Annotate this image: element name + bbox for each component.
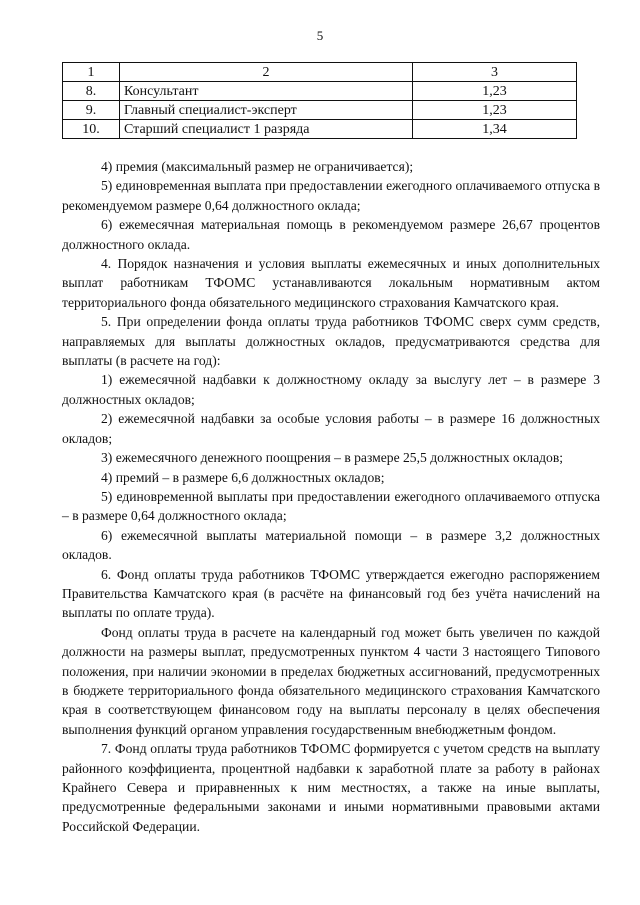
coefficient-cell: 1,23 <box>413 82 577 101</box>
position-title-cell: Консультант <box>120 82 413 101</box>
page-number: 5 <box>316 28 324 43</box>
paragraph-seniority-allowance: 1) ежемесячной надбавки к должностному окладу за выслугу лет – в размере 3 должностных окладов; <box>62 372 600 407</box>
paragraph-material-aid: 6) ежемесячная материальная помощь в рекомендуемом размере 26,67 процентов должностного оклада. <box>62 217 600 252</box>
document-body <box>62 157 600 836</box>
paragraph-material-aid-payment: 6) ежемесячной выплаты материальной помощи – в размере 3,2 должностных окладов. <box>62 527 600 563</box>
positions-table <box>62 62 577 139</box>
table-row <box>63 101 577 120</box>
paragraph-clause-6: 6. Фонд оплаты труда работников ТФОМС утверждается ежегодно распоряжением Правительства Камчатского края (в расчёте на финансовый год без учёта начислений на выплаты по оплате труда). <box>62 566 600 621</box>
position-title-cell: Старший специалист 1 разряда <box>120 120 413 139</box>
paragraph-vacation-payment: 5) единовременная выплата при предоставлении ежегодного оплачиваемого отпуска в рекомендуемом размере 0,64 должностного оклада; <box>62 178 600 213</box>
position-title-cell: Главный специалист-эксперт <box>120 101 413 120</box>
paragraph-vacation-lump-sum: 5) единовременной выплаты при предоставлении ежегодного оплачиваемого отпуска – в размере 0,64 должностного оклада; <box>62 488 600 524</box>
row-number-cell: 8. <box>63 82 120 101</box>
header-cell-2: 2 <box>120 63 413 82</box>
paragraph-bonus: 4) премия (максимальный размер не ограничивается); <box>101 159 414 174</box>
paragraph-premiums: 4) премий – в размере 6,6 должностных окладов; <box>101 469 385 485</box>
paragraph-monetary-incentive: 3) ежемесячного денежного поощрения – в размере 25,5 должностных окладов; <box>101 450 564 466</box>
coefficient-cell: 1,34 <box>413 120 577 139</box>
paragraph-clause-7: 7. Фонд оплаты труда работников ТФОМС формируется с учетом средств на выплату районного коэффициента, процентной надбавки к заработной плате за работу в районах Крайнего Севера и приравненных к ним местностях, а также на иные выплаты, предусмотренные федеральными законами и иными нормативными правовыми актами Российской Федерации. <box>62 741 600 834</box>
paragraph-clause-4: 4. Порядок назначения и условия выплаты ежемесячных и иных дополнительных выплат работникам ТФОМС устанавливаются локальным нормативным актом территориального фонда обязательного медицинского страхования Камчатского края. <box>62 256 600 310</box>
paragraph-clause-5: 5. При определении фонда оплаты труда работников ТФОМС сверх сумм средств, направляемых для выплаты должностных окладов, предусматриваются средства для выплаты (в расчете на год): <box>62 314 600 369</box>
paragraph-fund-increase: Фонд оплаты труда в расчете на календарный год может быть увеличен по каждой должности на размеры выплат, предусмотренных пунктом 4 части 3 настоящего Типового положения, при наличии экономии в пределах бюджетных ассигнований, предусмотренных в бюджете территориального фонда обязательного медицинского страхования Камчатского края в соответствующем финансовом году на выплаты персоналу в целях обеспечения выполнения функций органом управления государственным внебюджетным фондом. <box>62 624 600 737</box>
coefficient-cell: 1,23 <box>413 101 577 120</box>
row-number-cell: 10. <box>63 120 120 139</box>
header-cell-3: 3 <box>413 63 577 82</box>
row-number-cell: 9. <box>63 101 120 120</box>
table-row <box>63 82 577 101</box>
header-cell-1: 1 <box>63 63 120 82</box>
table-row <box>63 120 577 139</box>
table-header-row <box>63 63 577 82</box>
paragraph-special-conditions: 2) ежемесячной надбавки за особые условия работы – в размере 16 должностных окладов; <box>62 411 600 446</box>
